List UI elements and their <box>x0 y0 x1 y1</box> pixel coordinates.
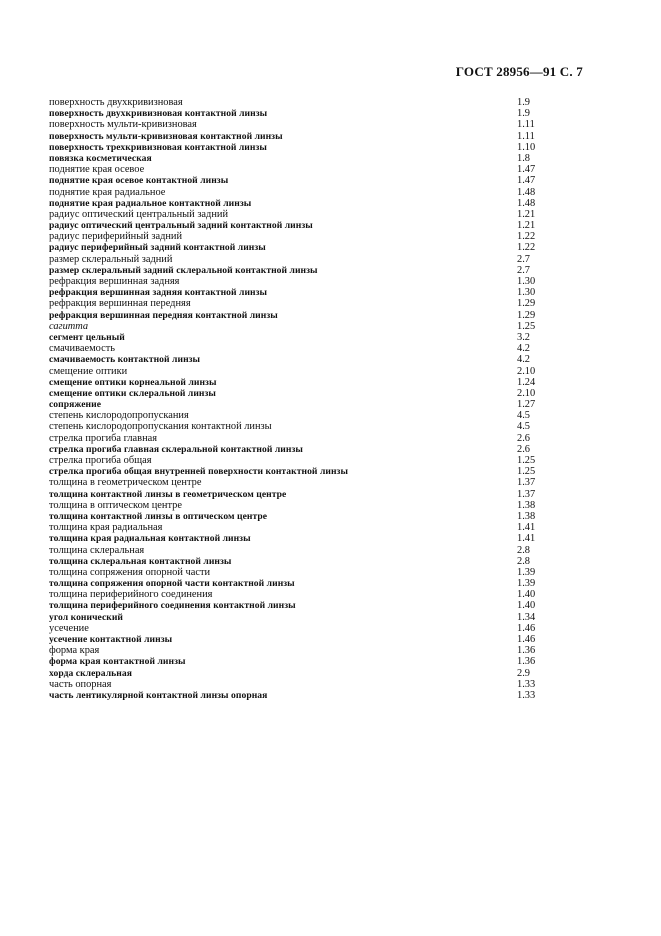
index-term: радиус периферийный задний <box>49 231 183 243</box>
index-reference: 1.41 <box>517 522 536 534</box>
index-reference: 2.6 <box>517 443 530 455</box>
index-reference: 4.5 <box>517 410 530 422</box>
index-reference: 1.40 <box>517 600 536 612</box>
index-term: сегмент цельный <box>49 331 125 343</box>
index-term: толщина в геометрическом центре <box>49 477 202 489</box>
index-term: поверхность мульти-кривизновая контактной линзы <box>49 130 283 142</box>
index-row <box>49 444 549 455</box>
index-term: толщина склеральная контактной линзы <box>49 555 232 567</box>
index-term: толщина склеральная <box>49 544 145 556</box>
index-reference: 1.46 <box>517 634 536 645</box>
index-reference: 2.7 <box>517 253 530 265</box>
index-row <box>49 511 549 522</box>
index-row <box>49 242 549 253</box>
index-reference: 1.39 <box>517 566 536 578</box>
index-reference: 1.25 <box>517 455 536 466</box>
index-reference: 1.22 <box>517 242 536 254</box>
index-reference: 2.6 <box>517 432 530 444</box>
index-reference: 2.9 <box>517 667 530 679</box>
index-row <box>49 645 549 656</box>
index-reference: 1.46 <box>517 622 536 634</box>
index-row <box>49 254 549 265</box>
index-term: поверхность мульти-кривизновая <box>49 119 197 131</box>
index-reference: 1.21 <box>517 220 536 232</box>
index-reference: 2.10 <box>517 387 536 399</box>
index-row <box>49 623 549 634</box>
index-row <box>49 310 549 321</box>
index-term: угол конический <box>49 611 123 623</box>
index-term: толщина сопряжения опорной части <box>49 566 211 578</box>
index-reference: 1.9 <box>517 97 530 108</box>
index-row <box>49 477 549 488</box>
index-reference: 1.30 <box>517 276 536 287</box>
index-term: стрелка прогиба общая <box>49 455 152 466</box>
index-reference: 1.11 <box>517 119 535 131</box>
index-reference: 1.8 <box>517 152 530 164</box>
index-term: рефракция вершинная передняя <box>49 298 191 310</box>
index-reference: 4.2 <box>517 354 530 366</box>
index-row <box>49 108 549 119</box>
index-reference: 1.47 <box>517 175 536 187</box>
index-reference: 1.48 <box>517 197 536 209</box>
index-term: рефракция вершинная задняя <box>49 276 180 287</box>
index-term: радиус оптический центральный задний контактной линзы <box>49 220 313 232</box>
term-index-list <box>49 97 549 701</box>
index-reference: 1.34 <box>517 611 536 623</box>
index-row <box>49 612 549 623</box>
index-row <box>49 366 549 377</box>
index-term: толщина сопряжения опорной части контактной линзы <box>49 578 295 590</box>
index-reference: 1.36 <box>517 645 536 657</box>
index-reference: 2.8 <box>517 544 530 556</box>
index-term: стрелка прогиба общая внутренней поверхности контактной линзы <box>49 466 348 478</box>
index-term: часть лентикулярной контактной линзы опорная <box>49 689 268 701</box>
index-row <box>49 433 549 444</box>
index-row <box>49 209 549 220</box>
index-term: форма края <box>49 645 100 657</box>
index-reference: 1.40 <box>517 589 536 601</box>
index-term: степень кислородопропускания <box>49 410 189 422</box>
index-row <box>49 298 549 309</box>
index-reference: 2.10 <box>517 365 536 377</box>
index-term: размер склеральный задний <box>49 253 173 265</box>
index-reference: 3.2 <box>517 331 530 343</box>
index-reference: 1.33 <box>517 689 536 701</box>
index-row <box>49 455 549 466</box>
index-row <box>49 589 549 600</box>
index-row <box>49 321 549 332</box>
index-row <box>49 500 549 511</box>
index-row <box>49 354 549 365</box>
index-term: степень кислородопропускания контактной линзы <box>49 421 272 433</box>
index-row <box>49 231 549 242</box>
index-term: толщина периферийного соединения контактной линзы <box>49 600 296 612</box>
index-reference: 1.25 <box>517 466 536 478</box>
index-term: хорда склеральная <box>49 667 132 679</box>
page-header: ГОСТ 28956—91 С. 7 <box>455 64 583 79</box>
index-term: поверхность трехкривизновая контактной линзы <box>49 141 267 153</box>
index-term: смачиваемость контактной линзы <box>49 354 201 366</box>
index-term: часть опорная <box>49 678 112 690</box>
index-reference: 1.38 <box>517 499 536 511</box>
index-row <box>49 119 549 130</box>
index-row <box>49 556 549 567</box>
index-term: поднятие края радиальное контактной линзы <box>49 197 252 209</box>
index-term: сопряжение <box>49 399 102 411</box>
index-term: усечение контактной линзы <box>49 634 173 645</box>
index-term: поверхность двухкривизновая контактной линзы <box>49 108 268 120</box>
index-term: поднятие края осевое контактной линзы <box>49 175 229 187</box>
index-reference: 1.30 <box>517 287 536 299</box>
index-row <box>49 332 549 343</box>
index-term: рефракция вершинная передняя контактной линзы <box>49 309 278 321</box>
index-row <box>49 131 549 142</box>
index-term: размер склеральный задний склеральной контактной линзы <box>49 264 318 276</box>
index-term: смещение оптики корнеальной линзы <box>49 376 217 388</box>
index-term: толщина периферийного соединения <box>49 589 213 601</box>
index-row <box>49 142 549 153</box>
index-row <box>49 187 549 198</box>
index-row <box>49 164 549 175</box>
index-term: рефракция вершинная задняя контактной линзы <box>49 287 268 299</box>
index-row <box>49 343 549 354</box>
index-reference: 1.21 <box>517 208 536 220</box>
index-reference: 1.29 <box>517 298 536 310</box>
index-reference: 1.41 <box>517 533 536 545</box>
index-row <box>49 533 549 544</box>
index-row <box>49 153 549 164</box>
index-term: радиус оптический центральный задний <box>49 208 229 220</box>
index-reference: 1.47 <box>517 164 536 176</box>
index-term: поднятие края осевое <box>49 164 145 176</box>
index-term: смещение оптики <box>49 365 128 377</box>
index-row <box>49 399 549 410</box>
index-term: стрелка прогиба главная склеральной контактной линзы <box>49 443 303 455</box>
index-row <box>49 600 549 611</box>
index-reference: 4.5 <box>517 421 530 433</box>
index-row <box>49 656 549 667</box>
index-reference: 1.48 <box>517 186 536 198</box>
index-reference: 1.33 <box>517 678 536 690</box>
index-reference: 1.36 <box>517 656 536 668</box>
index-row <box>49 377 549 388</box>
index-row <box>49 634 549 645</box>
index-term: радиус периферийный задний контактной линзы <box>49 242 266 254</box>
index-reference: 1.24 <box>517 376 536 388</box>
index-term: толщина контактной линзы в геометрическом центре <box>49 488 287 500</box>
index-reference: 1.37 <box>517 488 536 500</box>
index-row <box>49 287 549 298</box>
index-term: толщина края радиальная <box>49 522 163 534</box>
index-row <box>49 522 549 533</box>
index-row <box>49 489 549 500</box>
index-term: сагитта <box>49 320 89 332</box>
index-reference: 2.8 <box>517 555 530 567</box>
index-row <box>49 567 549 578</box>
index-reference: 1.22 <box>517 231 536 243</box>
index-term: поверхность двухкривизновая <box>49 97 183 108</box>
index-reference: 1.9 <box>517 108 530 120</box>
index-row <box>49 578 549 589</box>
index-row <box>49 265 549 276</box>
index-reference: 1.39 <box>517 578 536 590</box>
index-row <box>49 679 549 690</box>
index-reference: 2.7 <box>517 264 530 276</box>
index-term: смачиваемость <box>49 343 116 355</box>
index-term: смещение оптики склеральной линзы <box>49 387 216 399</box>
index-reference: 1.29 <box>517 309 536 321</box>
index-row <box>49 466 549 477</box>
index-term: толщина в оптическом центре <box>49 499 182 511</box>
index-reference: 1.38 <box>517 510 536 522</box>
index-row <box>49 175 549 186</box>
index-term: толщина края радиальная контактной линзы <box>49 533 251 545</box>
index-row <box>49 410 549 421</box>
index-reference: 1.25 <box>517 320 536 332</box>
index-term: усечение <box>49 622 89 634</box>
index-term: поднятие края радиальное <box>49 186 166 198</box>
index-row <box>49 545 549 556</box>
index-row <box>49 97 549 108</box>
index-term: толщина контактной линзы в оптическом центре <box>49 510 268 522</box>
index-reference: 1.10 <box>517 141 536 153</box>
index-row <box>49 220 549 231</box>
index-row <box>49 198 549 209</box>
index-row <box>49 421 549 432</box>
index-reference: 1.37 <box>517 477 536 489</box>
index-row <box>49 276 549 287</box>
index-row <box>49 668 549 679</box>
index-row <box>49 690 549 701</box>
index-term: стрелка прогиба главная <box>49 432 158 444</box>
index-reference: 1.11 <box>517 130 535 142</box>
index-row <box>49 388 549 399</box>
index-reference: 1.27 <box>517 399 536 411</box>
index-reference: 4.2 <box>517 343 530 355</box>
index-term: форма края контактной линзы <box>49 656 186 668</box>
index-term: повязка косметическая <box>49 152 152 164</box>
